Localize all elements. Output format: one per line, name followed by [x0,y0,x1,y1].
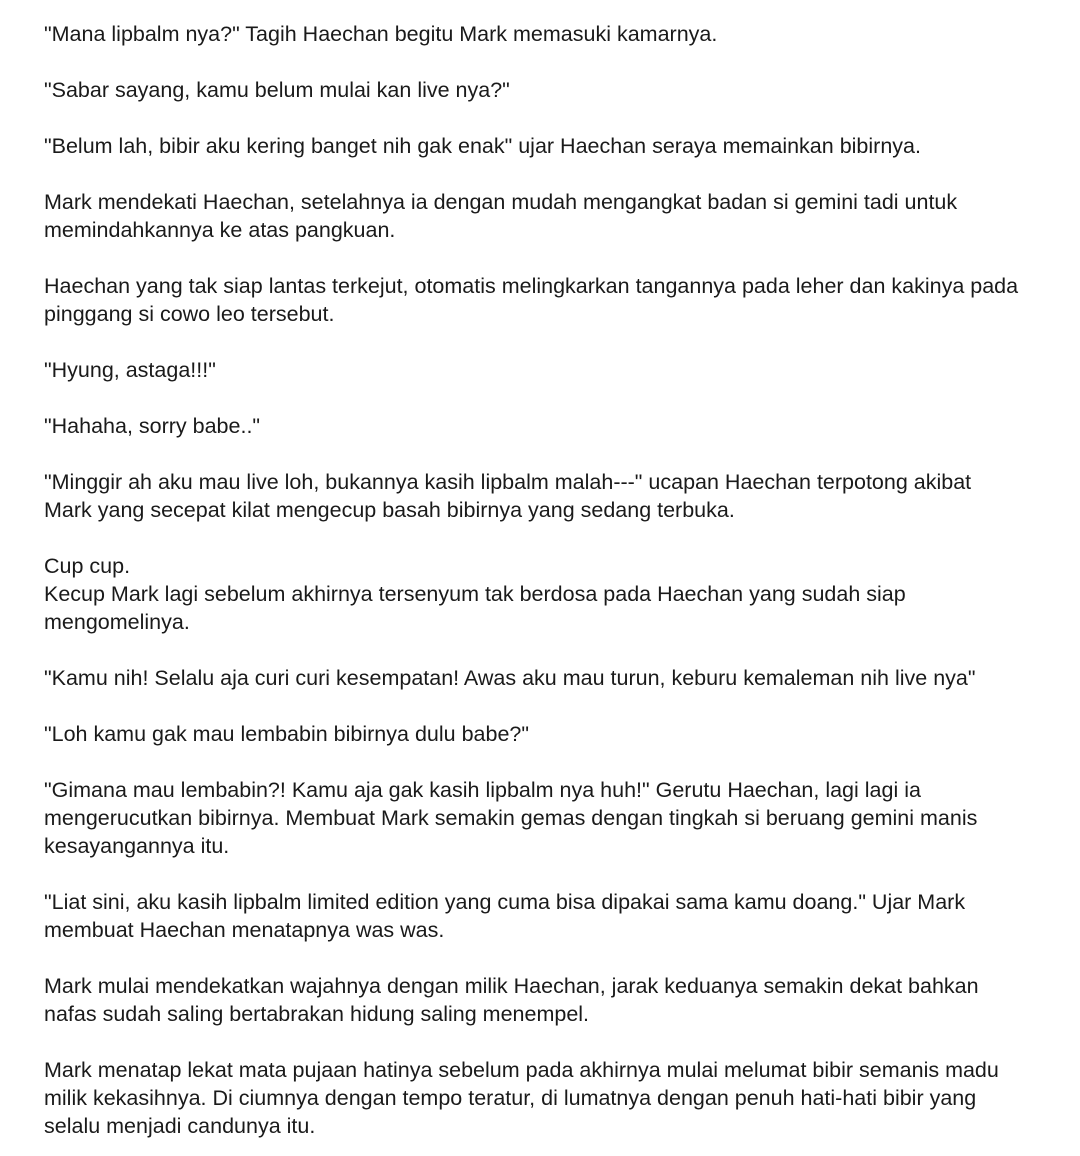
paragraph-14: Mark mulai mendekatkan wajahnya dengan milik Haechan, jarak keduanya semakin dekat bahkan nafas sudah saling bertabrakan hidung saling menempel. [44,974,979,1026]
paragraph-6: "Hyung, astaga!!!" [44,358,216,382]
paragraph-2: "Sabar sayang, kamu belum mulai kan live nya?" [44,78,510,102]
paragraph-9: Cup cup. Kecup Mark lagi sebelum akhirnya tersenyum tak berdosa pada Haechan yang sudah siap mengomelinya. [44,554,906,634]
paragraph-12: "Gimana mau lembabin?! Kamu aja gak kasih lipbalm nya huh!" Gerutu Haechan, lagi lagi ia mengerucutkan bibirnya. Membuat Mark semakin gemas dengan tingkah si beruang gemini manis kesayangannya itu. [44,778,978,858]
paragraph-7: "Hahaha, sorry babe.." [44,414,261,438]
paragraph-5: Haechan yang tak siap lantas terkejut, otomatis melingkarkan tangannya pada leher dan kakinya pada pinggang si cowo leo tersebut. [44,274,1019,326]
paragraph-13: "Liat sini, aku kasih lipbalm limited edition yang cuma bisa dipakai sama kamu doang." Ujar Mark membuat Haechan menatapnya was was. [44,890,966,942]
paragraph-3: "Belum lah, bibir aku kering banget nih gak enak" ujar Haechan seraya memainkan bibirnya. [44,134,921,158]
paragraph-15: Mark menatap lekat mata pujaan hatinya sebelum pada akhirnya mulai melumat bibir semanis madu milik kekasihnya. Di ciumnya dengan tempo teratur, di lumatnya dengan penuh hati-hati bibir yang selalu menjadi candunya itu. [44,1058,999,1138]
paragraph-1: "Mana lipbalm nya?" Tagih Haechan begitu Mark memasuki kamarnya. [44,22,718,46]
story-text [44,20,1044,1140]
paragraph-11: "Loh kamu gak mau lembabin bibirnya dulu babe?" [44,722,529,746]
paragraph-10: "Kamu nih! Selalu aja curi curi kesempatan! Awas aku mau turun, keburu kemaleman nih live nya" [44,666,976,690]
paragraph-8: "Minggir ah aku mau live loh, bukannya kasih lipbalm malah---" ucapan Haechan terpotong akibat Mark yang secepat kilat mengecup basah bibirnya yang sedang terbuka. [44,470,972,522]
paragraph-4: Mark mendekati Haechan, setelahnya ia dengan mudah mengangkat badan si gemini tadi untuk memindahkannya ke atas pangkuan. [44,190,958,242]
